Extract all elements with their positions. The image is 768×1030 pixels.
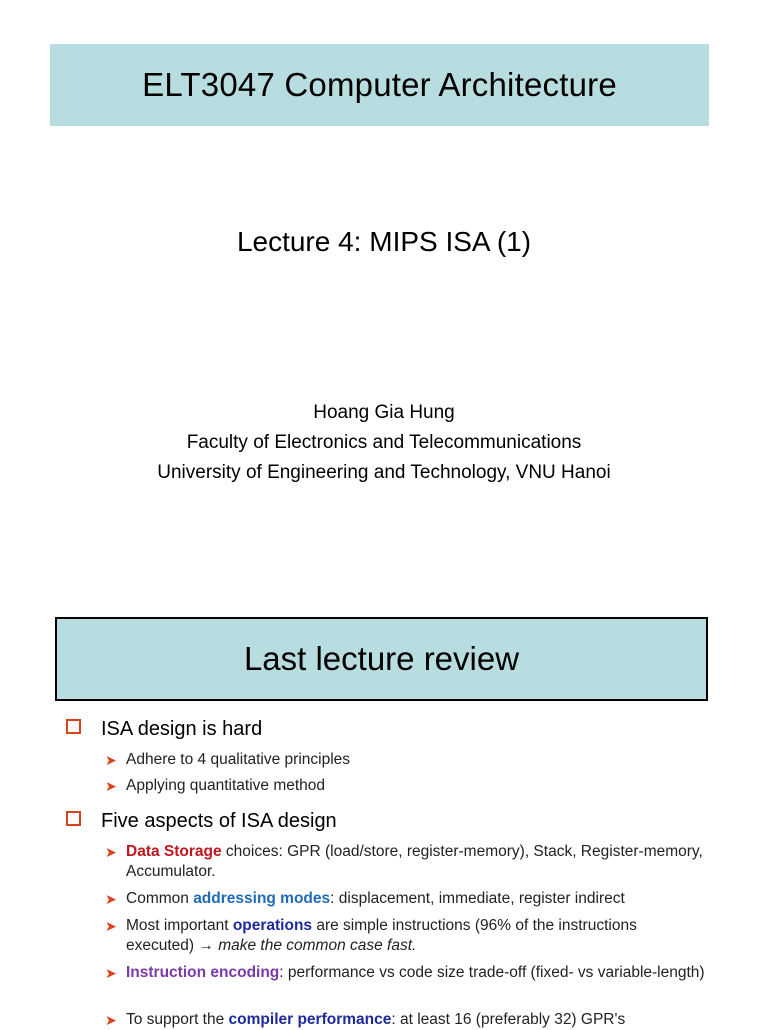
bullet-label: ISA design is hard [101, 718, 263, 740]
sub-bullet-text: Adhere to 4 qualitative principles [126, 751, 351, 768]
bullet-item [66, 718, 262, 741]
arrow-bullet-icon: ➤ [105, 844, 117, 860]
highlight-compiler-performance: compiler performance [228, 1011, 392, 1028]
university-name: University of Engineering and Technology, VNU Hanoi [157, 462, 611, 483]
sub-bullet [105, 750, 705, 770]
highlight-addressing-modes: addressing modes [193, 890, 331, 907]
course-title: ELT3047 Computer Architecture [142, 66, 617, 103]
sub-bullet-text: Most important [126, 917, 233, 934]
arrow-bullet-icon: ➤ [105, 752, 117, 768]
arrow-bullet-icon: ➤ [105, 918, 117, 934]
emphasis-text: make the common case fast. [218, 937, 417, 954]
sub-bullet [105, 963, 705, 983]
sub-bullet-text: To support the [126, 1011, 229, 1028]
arrow-bullet-icon: ➤ [105, 778, 117, 794]
arrow-bullet-icon: ➤ [105, 891, 117, 907]
slide-header [55, 617, 708, 701]
sub-bullet-text: choices: GPR (load/store, register-memory), Stack, Register-memory, Accumulator. [126, 843, 703, 880]
sub-bullet-text: Applying quantitative method [126, 777, 326, 794]
square-bullet-icon [66, 811, 81, 826]
sub-bullet-text: : at least 16 (preferably 32) GPR's [391, 1011, 626, 1028]
faculty-name: Faculty of Electronics and Telecommunications [186, 432, 582, 453]
highlight-operations: operations [232, 917, 313, 934]
author-name: Hoang Gia Hung [313, 402, 455, 423]
sub-bullet [105, 776, 705, 796]
sub-bullet [105, 1010, 705, 1030]
sub-bullet-text: Common [126, 890, 194, 907]
lecture-title: Lecture 4: MIPS ISA (1) [236, 226, 532, 257]
highlight-data-storage: Data Storage [126, 843, 222, 860]
sub-bullet-text: are simple instructions (96% of the instructions executed) → [126, 917, 637, 954]
sub-bullet-text: : displacement, immediate, register indirect [330, 890, 625, 907]
slide-header-text: Last lecture review [243, 640, 520, 677]
sub-bullet [105, 889, 705, 909]
bullet-item [66, 810, 337, 833]
square-bullet-icon [66, 719, 81, 734]
highlight-instruction-encoding: Instruction encoding [126, 964, 280, 981]
sub-bullet-text: : performance vs code size trade-off (fixed- vs variable-length) [279, 964, 705, 981]
bullet-label: Five aspects of ISA design [101, 810, 337, 832]
arrow-bullet-icon: ➤ [105, 965, 117, 981]
sub-bullet [105, 842, 705, 882]
author-block [0, 398, 768, 488]
sub-bullet [105, 916, 705, 956]
arrow-bullet-icon: ➤ [105, 1012, 117, 1028]
course-title-banner [50, 44, 709, 126]
